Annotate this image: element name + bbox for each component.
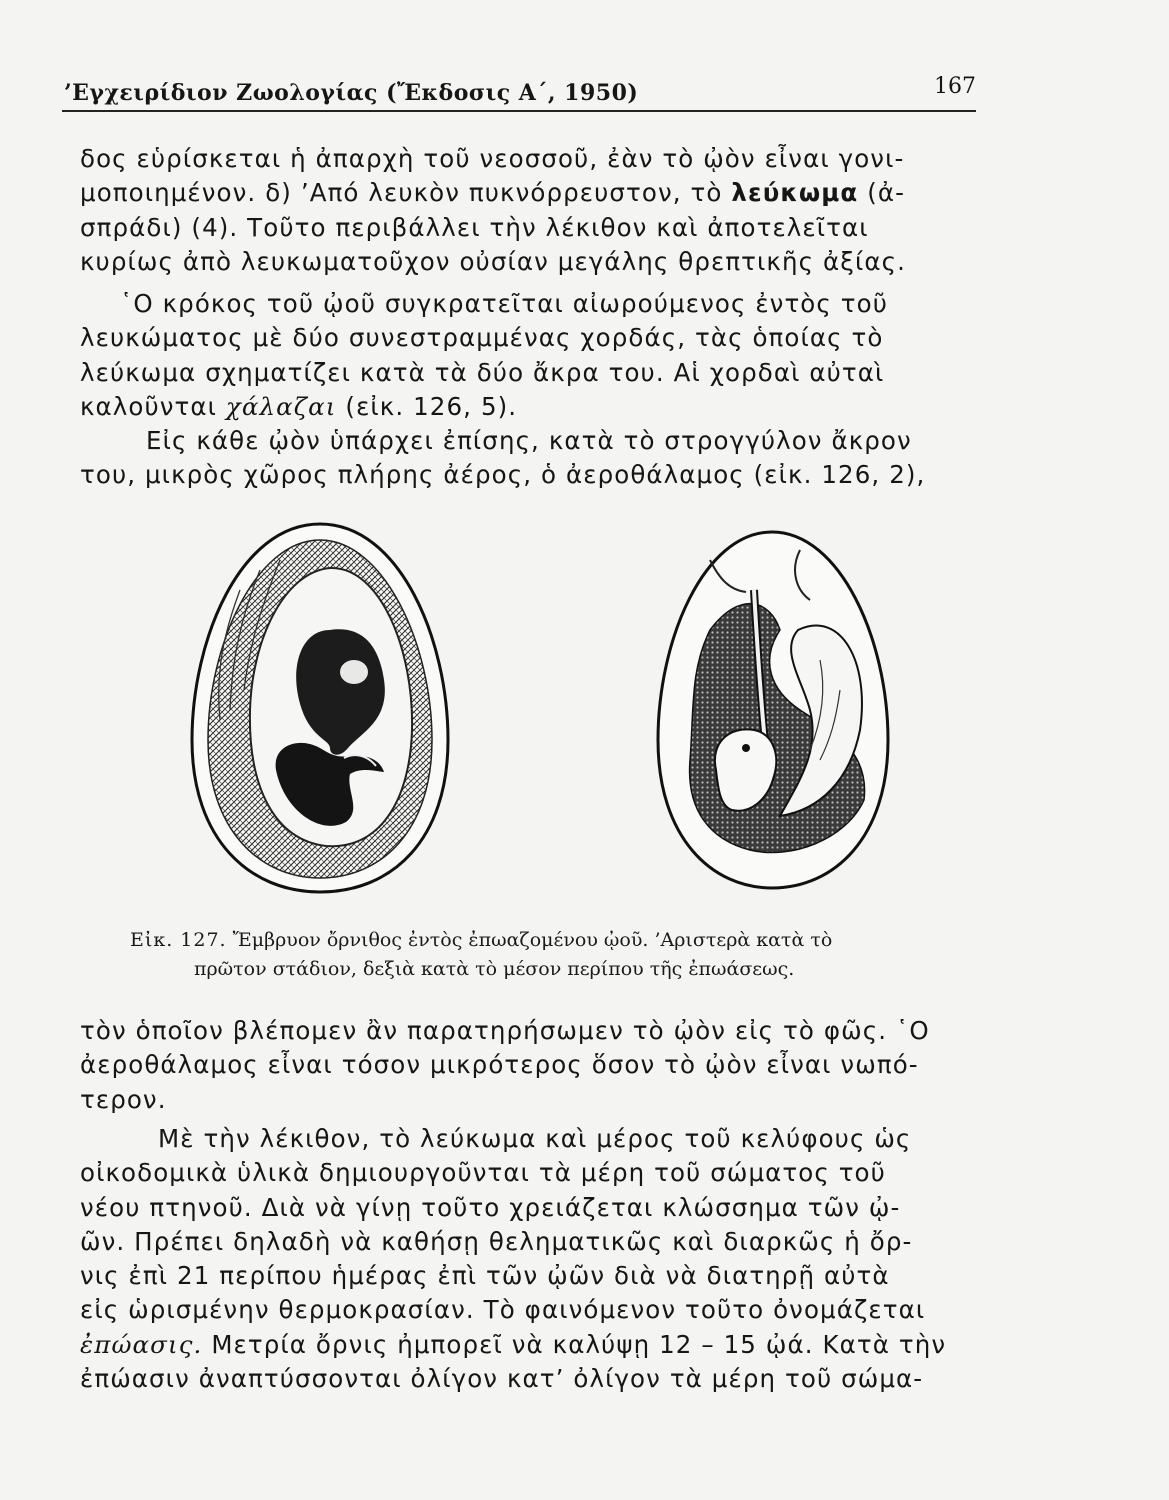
text-run: καλοῦνται: [80, 391, 218, 421]
text-line: κυρίως ἀπὸ λευκωματοῦχον οὐσίαν μεγάλης θρεπτικῆς ἀξίας.: [80, 246, 906, 276]
text-run: μοποιημένον. δ) ’Από λευκὸν πυκνόρρευστον, τὸ: [80, 178, 723, 208]
text-line: τὸν ὁποῖον βλέπομεν ἂν παρατηρήσωμεν τὸ ᾠὸν εἰς τὸ φῶς. ῾Ο: [80, 1016, 930, 1045]
text-line: ῾Ο κρόκος τοῦ ᾠοῦ συγκρατεῖται αἰωρούμενος ἐντὸς τοῦ: [120, 289, 888, 318]
term-incubation: ἐπώασις.: [80, 1329, 203, 1359]
egg-early-stage: [192, 524, 448, 892]
text-line: νις ἐπὶ 21 περίπου ἡμέρας ἐπὶ τῶν ᾠῶν διὰ νὰ διατηρῇ αὐτὰ: [80, 1261, 890, 1291]
egg-mid-incubation: [658, 532, 888, 888]
caption-text: Ἔμβρυον ὄρνιθος ἐντὸς ἐπωαζομένου ᾠοῦ. ’Αριστερὰ κατὰ τὸ: [232, 929, 833, 951]
term-chalazae: χάλαζαι: [225, 391, 337, 421]
page-number: 167: [934, 74, 976, 99]
caption-line: πρῶτον στάδιον, δεξιὰ κατὰ τὸ μέσον περίπου τῆς ἐπωάσεως.: [194, 958, 795, 980]
text-run: (ἀ-: [867, 178, 906, 208]
text-line: σπράδι) (4). Τοῦτο περιβάλλει τὴν λέκιθον καὶ ἀποτελεῖται: [80, 212, 869, 242]
caption-label: Εἰκ. 127.: [130, 929, 227, 951]
text-line: ἀεροθάλαμος εἶναι τόσον μικρότερος ὅσον τὸ ᾠὸν εἶναι νωπό-: [80, 1050, 919, 1080]
text-line: Εἰς κάθε ᾠὸν ὑπάρχει ἐπίσης, κατὰ τὸ στρογγύλον ἄκρον: [146, 426, 912, 455]
text-line: ἐπώασιν ἀναπτύσσονται ὀλίγον κατ’ ὀλίγον τὰ μέρη τοῦ σώμα-: [80, 1364, 924, 1394]
paragraph-air-cell-size: [80, 1014, 978, 1117]
text-line: Μὲ τὴν λέκιθον, τὸ λεύκωμα καὶ μέρος τοῦ κελύφους ὡς: [158, 1124, 912, 1153]
caption-line: [130, 926, 990, 955]
running-title: ’Εγχειρίδιον Ζωολογίας (Ἔκδοσις Α΄, 1950): [64, 80, 639, 106]
paragraph-air-cell: [80, 424, 978, 493]
text-line: τερον.: [80, 1084, 167, 1114]
text-line: [80, 390, 978, 424]
term-leukoma: λεύκωμα: [731, 178, 859, 208]
text-run: (εἰκ. 126, 5).: [345, 391, 518, 421]
text-line: ῶν. Πρέπει δηλαδὴ νὰ καθήσῃ θεληματικῶς καὶ διαρκῶς ἡ ὄρ-: [80, 1226, 913, 1256]
text-line: δος εὑρίσκεται ἡ ἀπαρχὴ τοῦ νεοσσοῦ, ἐὰν τὸ ᾠὸν εἶναι γονι-: [80, 144, 905, 173]
paragraph-yolk: [80, 287, 978, 424]
figure-embryo-eggs: [180, 520, 1000, 900]
text-line: [80, 1328, 978, 1362]
text-line: νέου πτηνοῦ. Διὰ νὰ γίνῃ τοῦτο χρειάζεται κλώσσημα τῶν ᾠ-: [80, 1192, 901, 1222]
text-line: λευκώματος μὲ δύο συνεστραμμένας χορδάς, τὰς ὁποίας τὸ: [80, 323, 884, 353]
text-line: [80, 176, 978, 210]
text-line: λεύκωμα σχηματίζει κατὰ τὰ δύο ἄκρα του. Αἱ χορδαὶ αὐταὶ: [80, 357, 885, 387]
page-header: [62, 70, 976, 112]
text-run: Μετρία ὄρνις ἠμπορεῖ νὰ καλύψῃ 12 – 15 ᾠά. Κατὰ τὴν: [211, 1329, 947, 1359]
text-line: εἰς ὡρισμένην θερμοκρασίαν. Τὸ φαινόμενον τοῦτο ὀνομάζεται: [80, 1295, 926, 1325]
paragraph-incubation: [80, 1122, 978, 1396]
text-line: οἰκοδομικὰ ὑλικὰ δημιουργοῦνται τὰ μέρη τοῦ σώματος τοῦ: [80, 1158, 886, 1188]
paragraph-albumen: [80, 142, 978, 279]
text-line: του, μικρὸς χῶρος πλήρης ἀέρος, ὁ ἀεροθάλαμος (εἰκ. 126, 2),: [80, 460, 926, 490]
figure-caption: [130, 926, 990, 984]
